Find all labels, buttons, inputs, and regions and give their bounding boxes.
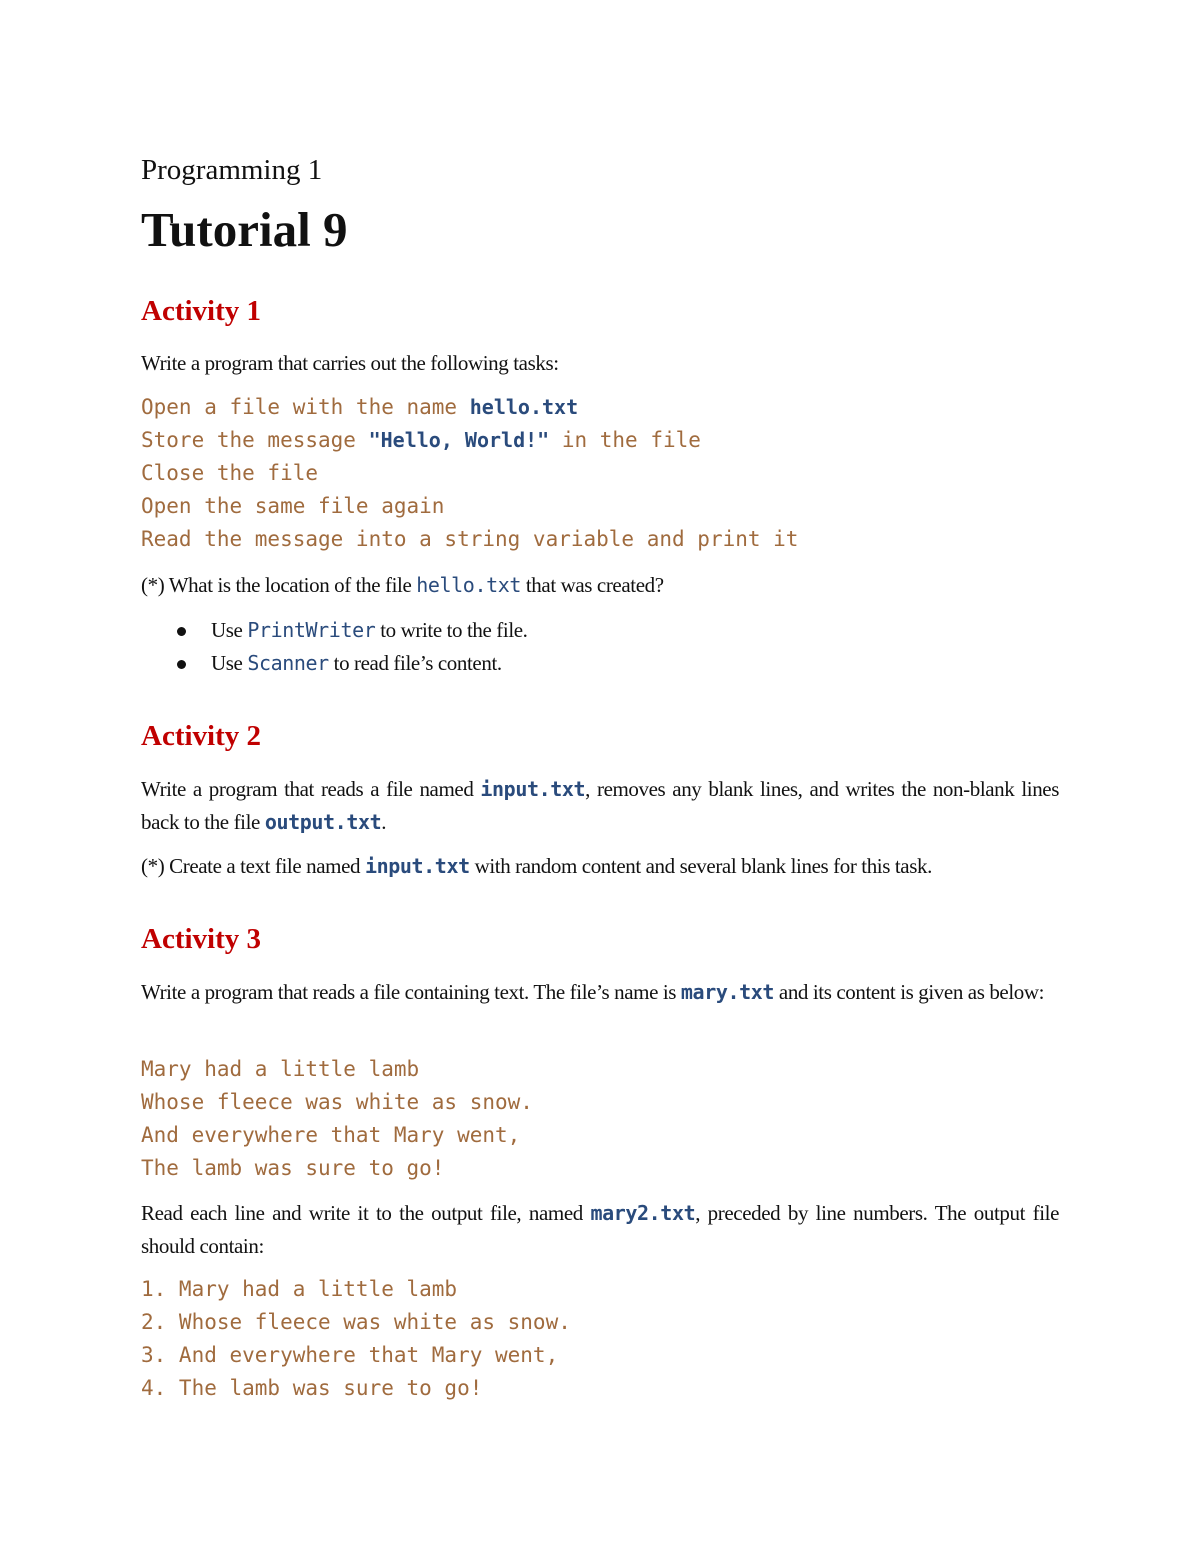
bullet-icon bbox=[177, 660, 186, 669]
numbered-line: 3. And everywhere that Mary went, bbox=[141, 1343, 559, 1367]
poem-line: And everywhere that Mary went, bbox=[141, 1123, 521, 1147]
numbered-output-lines bbox=[141, 1273, 571, 1405]
activity-3-heading: Activity 3 bbox=[141, 923, 261, 955]
step-item: Close the file bbox=[141, 461, 319, 485]
bullet-icon bbox=[177, 627, 186, 636]
step-item: Open the same file again bbox=[141, 494, 445, 518]
activity-1-steps bbox=[141, 391, 798, 556]
tutorial-title: Tutorial 9 bbox=[141, 202, 348, 257]
numbered-line: 4. The lamb was sure to go! bbox=[141, 1376, 483, 1400]
activity-1-tips bbox=[141, 614, 528, 680]
course-name: Programming 1 bbox=[141, 154, 323, 186]
activity-1-intro: Write a program that carries out the following tasks: bbox=[141, 351, 559, 375]
activity-2-note: (*) Create a text file named input.txt with random content and several blank lines for this task. bbox=[141, 854, 932, 878]
activity-3-output-instructions: Read each line and write it to the output file, named mary2.txt, preceded by line numbers. The output file should contain: bbox=[141, 1201, 1060, 1258]
activity-2-heading: Activity 2 bbox=[141, 720, 261, 752]
tip-item: Use PrintWriter to write to the file. bbox=[141, 614, 528, 647]
activity-1-heading: Activity 1 bbox=[141, 295, 261, 327]
numbered-line: 1. Mary had a little lamb bbox=[141, 1277, 458, 1301]
poem-line: The lamb was sure to go! bbox=[141, 1156, 445, 1180]
activity-3-description: Write a program that reads a file containing text. The file’s name is mary.txt and its content is given as below: bbox=[141, 980, 1045, 1004]
step-item: Store the message "Hello, World!" in the file bbox=[141, 428, 701, 452]
step-item: Read the message into a string variable and print it bbox=[141, 527, 799, 551]
numbered-line: 2. Whose fleece was white as snow. bbox=[141, 1310, 571, 1334]
activity-1-question: (*) What is the location of the file hello.txt that was created? bbox=[141, 573, 664, 597]
activity-2-description: Write a program that reads a file named input.txt, removes any blank lines, and writes the non-blank lines back to the file output.txt. bbox=[141, 777, 1059, 834]
tip-item: Use Scanner to read file’s content. bbox=[141, 647, 528, 680]
poem-lines bbox=[141, 1053, 533, 1185]
poem-line: Mary had a little lamb bbox=[141, 1057, 420, 1081]
step-item: Open a file with the name hello.txt bbox=[141, 395, 579, 419]
poem-line: Whose fleece was white as snow. bbox=[141, 1090, 533, 1114]
